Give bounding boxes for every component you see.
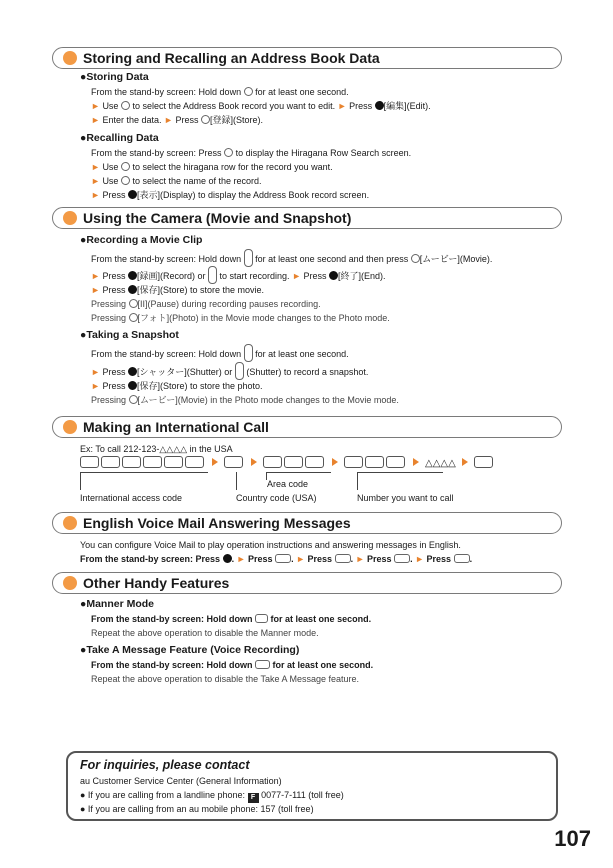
inquiry-line-1: au Customer Service Center (General Information) <box>80 776 282 786</box>
arrow-icon: ► <box>91 285 100 295</box>
arrow-icon <box>332 458 338 466</box>
multi-direction-key-icon <box>121 162 130 171</box>
movie-note-pause: Pressing [II](Pause) during recording pauses recording. <box>91 299 321 309</box>
arrow-icon: ► <box>91 367 100 377</box>
arrow-icon: ► <box>91 176 100 186</box>
section-title: Other Handy Features <box>83 575 230 591</box>
voice-mail-description: You can configure Voice Mail to play operation instructions and answering messages in English. <box>80 540 461 550</box>
address-key-icon <box>244 87 253 96</box>
recalling-step-1: From the stand-by screen: Press to display the Hiragana Row Search screen. <box>91 148 412 158</box>
section-header-address-book <box>52 47 562 69</box>
arrow-icon: ► <box>236 554 246 564</box>
bullet-dot <box>63 576 77 590</box>
movie-step-2: ► Press [録画](Record) or to start recording. ► Press [終了](End). <box>91 266 386 284</box>
section-header-camera <box>52 207 562 229</box>
center-key-icon <box>223 554 232 563</box>
arrow-icon: ► <box>91 271 100 281</box>
arrow-icon: ► <box>337 101 347 111</box>
snapshot-step-1: From the stand-by screen: Hold down for at least one second. <box>91 344 349 362</box>
bracket-tick <box>236 472 237 490</box>
arrow-icon: ► <box>415 554 424 564</box>
message-step-2: Repeat the above operation to disable the Take A Message feature. <box>91 674 360 684</box>
area-code-label: Area code <box>267 479 309 489</box>
key-1-icon <box>284 456 303 468</box>
placeholder-digits: △△△△ <box>425 458 456 469</box>
bracket-number <box>357 472 443 473</box>
bullet-dot <box>63 211 77 225</box>
subheading-snapshot: ●Taking a Snapshot <box>80 329 179 341</box>
address-key-icon <box>224 148 233 157</box>
bullet-dot <box>63 420 77 434</box>
center-key-icon <box>128 381 137 390</box>
recalling-step-3: ► Use to select the name of the record. <box>91 176 262 186</box>
key-2-icon <box>275 554 291 563</box>
mail-key-icon <box>411 254 420 263</box>
subheading-storing: ●Storing Data <box>80 71 149 83</box>
key-2-icon <box>365 456 384 468</box>
section-title: Storing and Recalling an Address Book Data <box>83 50 380 66</box>
bullet-dot <box>63 51 77 65</box>
message-step-1: From the stand-by screen: Hold down for at least one second. <box>91 660 374 670</box>
section-header-voice-mail <box>52 512 562 534</box>
key-0-icon <box>143 456 162 468</box>
center-key-icon <box>128 285 137 294</box>
arrow-icon: ► <box>292 271 301 281</box>
center-key-icon <box>128 190 137 199</box>
side-camera-key-icon <box>235 362 244 380</box>
address-key-icon <box>201 115 210 124</box>
recalling-step-4: ► Press [表示](Display) to display the Address Book record screen. <box>91 190 370 200</box>
number-label: Number you want to call <box>357 493 454 503</box>
key-3-icon <box>386 456 405 468</box>
center-key-icon <box>375 101 384 110</box>
key-0-icon <box>101 456 120 468</box>
center-key-icon <box>128 367 137 376</box>
example-text: Ex: To call 212-123-△△△△ in the USA <box>80 444 233 454</box>
bracket-tick <box>357 472 358 490</box>
inquiry-line-3: ● If you are calling from an au mobile phone: 157 (toll free) <box>80 804 314 814</box>
key-1-icon <box>122 456 141 468</box>
manner-key-icon <box>255 614 268 623</box>
section-header-other-features <box>52 572 562 594</box>
inquiry-title: For inquiries, please contact <box>80 758 250 772</box>
subheading-manner: ●Manner Mode <box>80 598 155 610</box>
storing-step-3: ► Enter the data. ► Press [登録](Store). <box>91 115 263 125</box>
bracket-tick <box>80 472 81 490</box>
arrow-icon: ► <box>91 162 100 172</box>
arrow-icon <box>413 458 419 466</box>
storing-step-2: ► Use to select the Address Book record you want to edit. ► Press [編集](Edit). <box>91 101 431 111</box>
center-key-icon <box>329 271 338 280</box>
arrow-icon: ► <box>296 554 305 564</box>
recalling-step-2: ► Use to select the hiragana row for the record you want. <box>91 162 333 172</box>
arrow-icon: ► <box>164 115 173 125</box>
bracket-intl <box>80 472 208 473</box>
snapshot-step-3: ► Press [保存](Store) to store the photo. <box>91 381 263 391</box>
subheading-movie: ●Recording a Movie Clip <box>80 234 203 246</box>
side-camera-key-icon <box>244 249 253 267</box>
key-0-icon <box>185 456 204 468</box>
key-1-icon <box>224 456 243 468</box>
key-2-icon <box>263 456 282 468</box>
inquiry-line-2: ● If you are calling from a landline phone: F 0077-7-111 (toll free) <box>80 790 344 801</box>
movie-step-3: ► Press [保存](Store) to store the movie. <box>91 285 265 295</box>
section-header-international-call <box>52 416 562 438</box>
center-key-icon <box>128 271 137 280</box>
side-camera-key-icon <box>244 344 253 362</box>
call-key-icon <box>454 554 470 563</box>
page-number: 107 <box>554 826 591 851</box>
manner-step-1: From the stand-by screen: Hold down for at least one second. <box>91 614 372 624</box>
subheading-recalling: ●Recalling Data <box>80 132 159 144</box>
arrow-icon: ► <box>355 554 365 564</box>
mail-key-icon <box>129 313 138 322</box>
section-title: Making an International Call <box>83 419 269 435</box>
key-1-icon <box>164 456 183 468</box>
dial-sequence <box>80 456 495 470</box>
arrow-icon: ► <box>91 190 100 200</box>
up-down-key-icon <box>121 176 130 185</box>
up-down-key-icon <box>121 101 130 110</box>
call-key-icon <box>474 456 493 468</box>
arrow-icon <box>462 458 468 466</box>
key-9-icon <box>394 554 410 563</box>
record-key-icon <box>255 660 270 669</box>
key-1-icon <box>335 554 351 563</box>
arrow-icon <box>251 458 257 466</box>
arrow-icon <box>212 458 218 466</box>
toll-free-icon: F <box>248 793 259 803</box>
bullet-dot <box>63 516 77 530</box>
movie-note-photo: Pressing [フォト](Photo) in the Movie mode changes to the Photo mode. <box>91 313 390 323</box>
storing-step-1: From the stand-by screen: Hold down for at least one second. <box>91 87 349 97</box>
arrow-icon: ► <box>91 101 100 111</box>
arrow-icon: ► <box>91 381 100 391</box>
mail-key-icon <box>129 395 138 404</box>
arrow-icon: ► <box>91 115 100 125</box>
section-title: English Voice Mail Answering Messages <box>83 515 351 531</box>
snapshot-step-2: ► Press [シャッター](Shutter) or (Shutter) to record a snapshot. <box>91 362 368 380</box>
key-0-icon <box>80 456 99 468</box>
key-1-icon <box>344 456 363 468</box>
snapshot-note-movie: Pressing [ムービー](Movie) in the Photo mode changes to the Movie mode. <box>91 395 399 405</box>
section-title: Using the Camera (Movie and Snapshot) <box>83 210 352 226</box>
key-2-icon <box>305 456 324 468</box>
side-camera-key-icon <box>208 266 217 284</box>
address-key-icon <box>129 299 138 308</box>
country-code-label: Country code (USA) <box>236 493 317 503</box>
manner-step-2: Repeat the above operation to disable the Manner mode. <box>91 628 319 638</box>
bracket-area <box>266 472 331 473</box>
subheading-take-message: ●Take A Message Feature (Voice Recording) <box>80 644 300 656</box>
movie-step-1: From the stand-by screen: Hold down for at least one second and then press [ムービー](Movie). <box>91 249 492 267</box>
voice-mail-steps: From the stand-by screen: Press . ► Press . ► Press . ► Press . ► Press . <box>80 554 473 564</box>
intl-code-label: International access code <box>80 493 183 503</box>
